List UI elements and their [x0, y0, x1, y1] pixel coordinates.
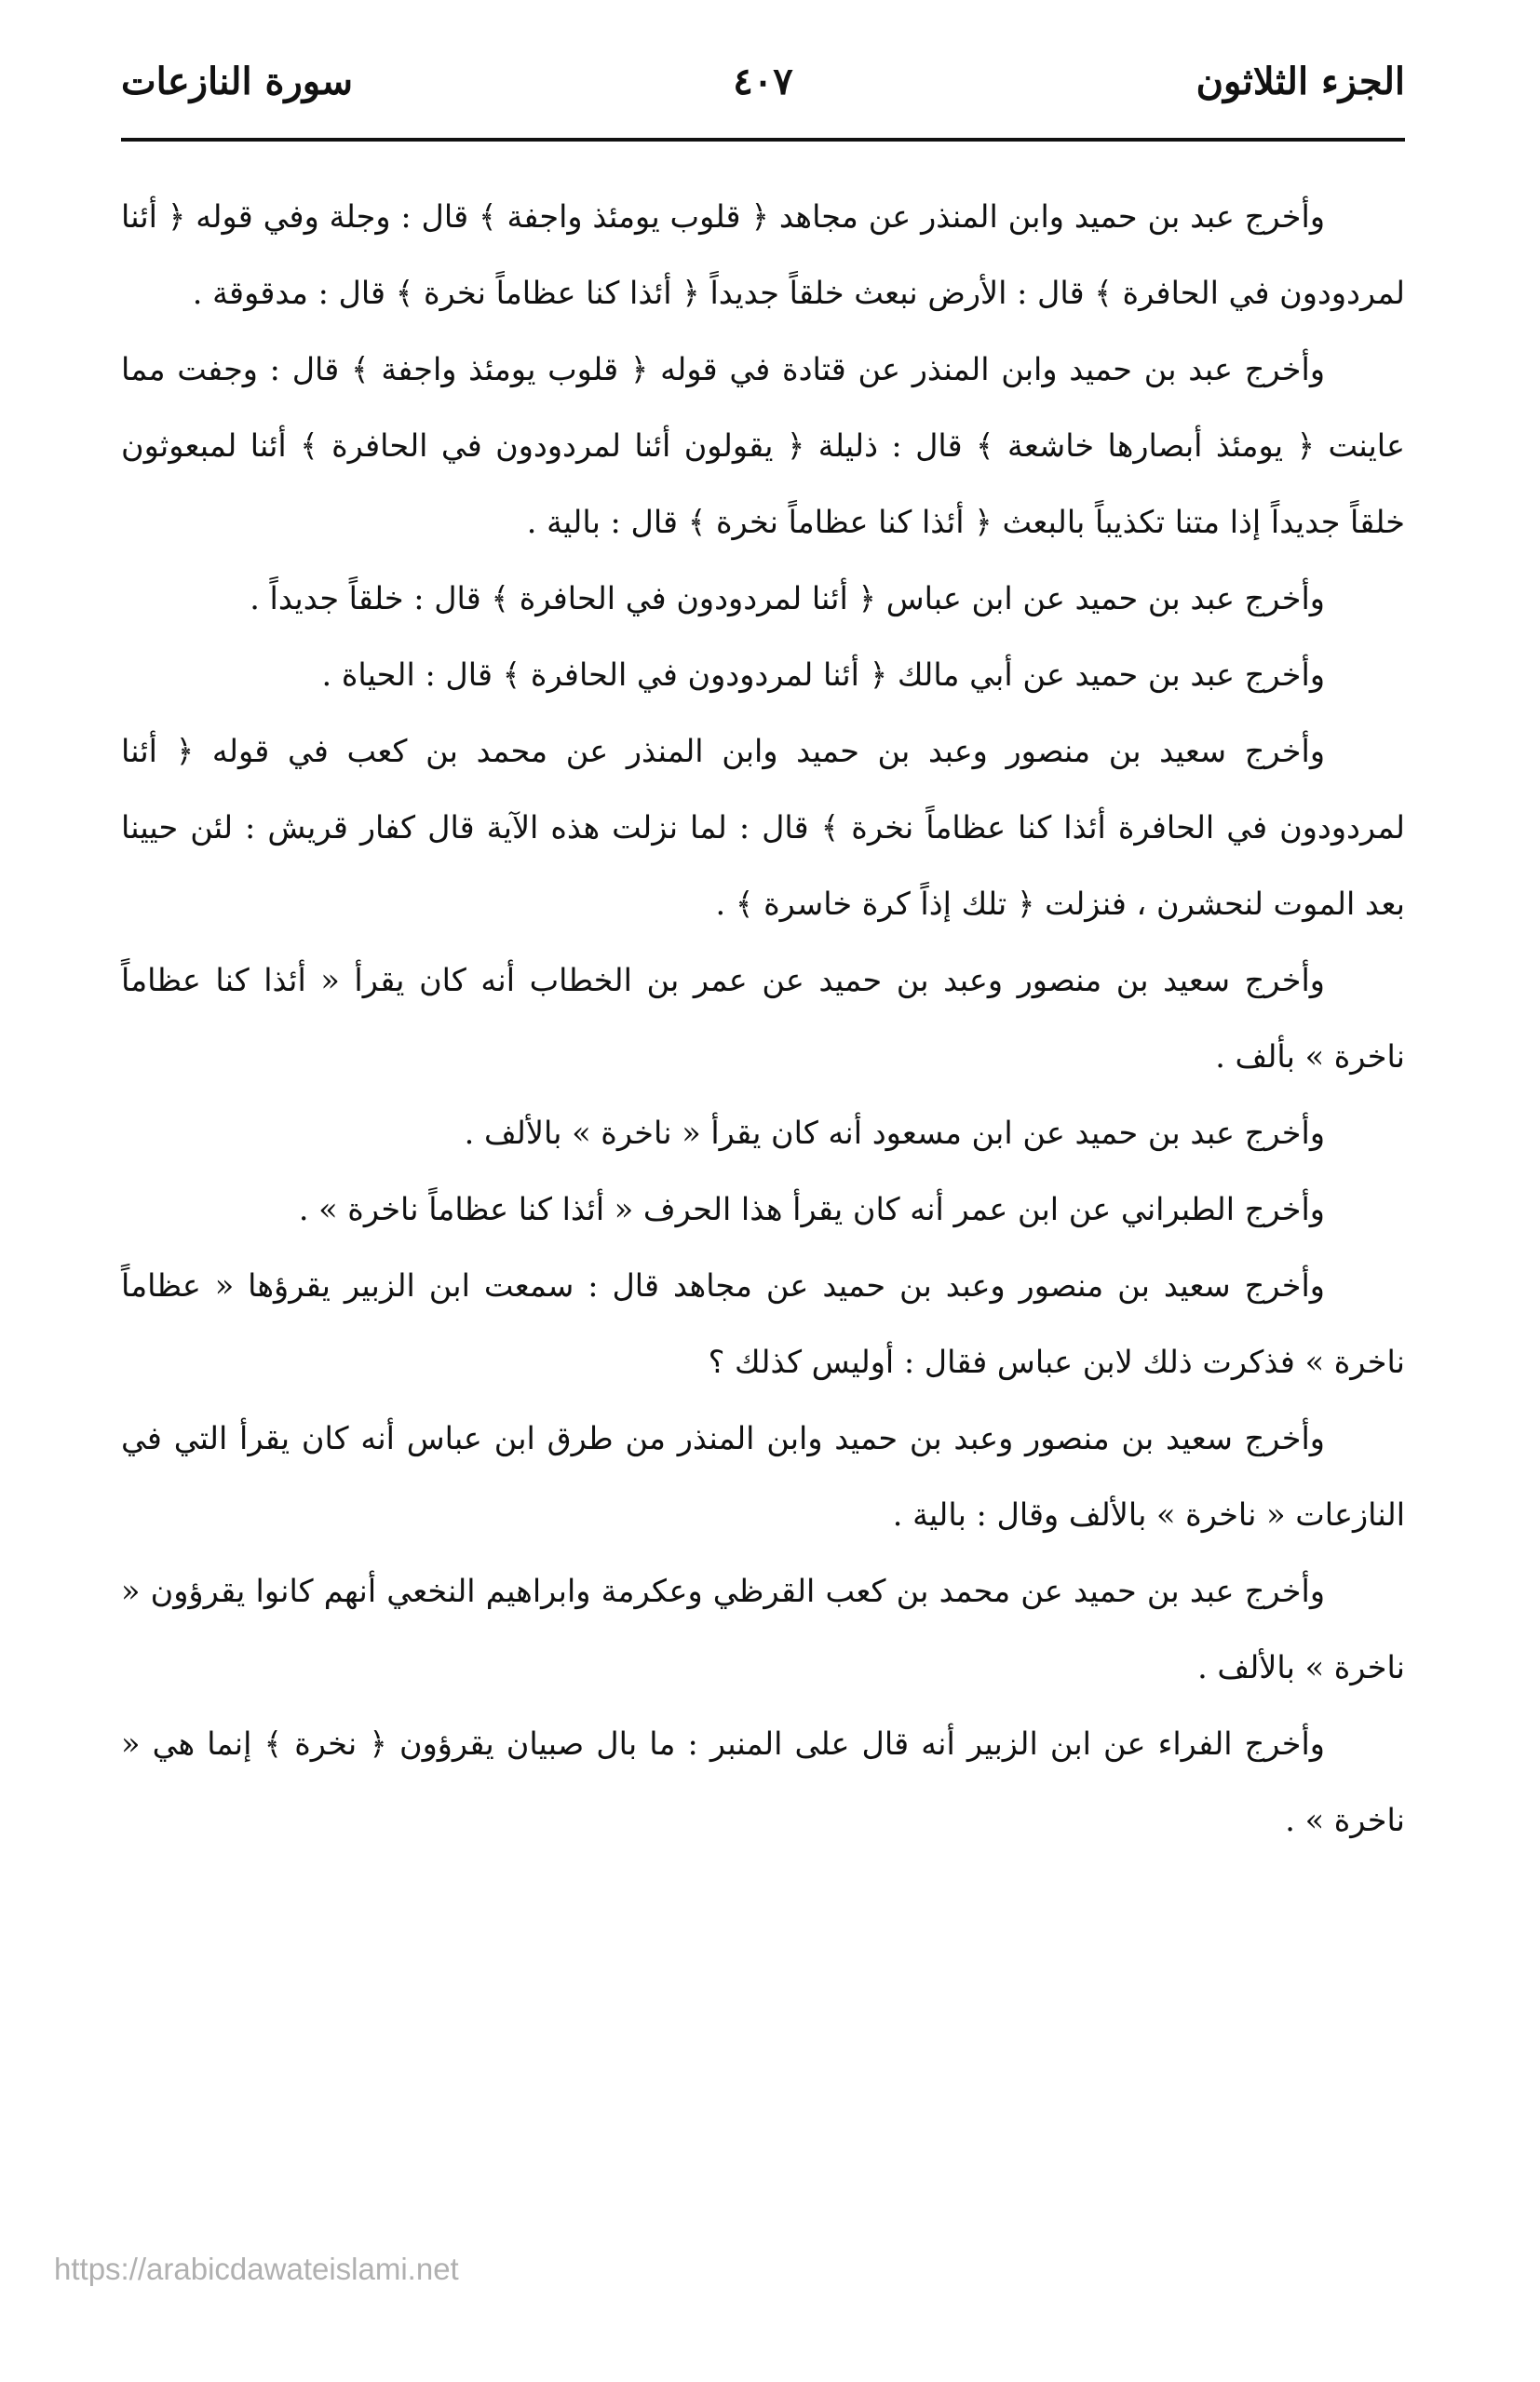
- paragraph: وأخرج سعيد بن منصور وعبد بن حميد وابن المنذر عن محمد بن كعب في قوله ﴿ أئنا لمردودون في الحافرة أئذا كنا عظاماً نخرة ﴾ قال : لما نزلت هذه الآية قال كفار قريش : لئن حيينا بعد الموت لنحشرن ، فنزلت ﴿ تلك إذاً كرة خاسرة ﴾ .: [121, 733, 1405, 922]
- paragraph: وأخرج عبد بن حميد عن أبي مالك ﴿ أئنا لمردودون في الحافرة ﴾ قال : الحياة .: [321, 656, 1325, 693]
- source-watermark: https://arabicdawateislami.net: [54, 2252, 459, 2286]
- paragraph: وأخرج عبد بن حميد وابن المنذر عن قتادة في قوله ﴿ قلوب يومئذ واجفة ﴾ قال : وجفت مما عاينت ﴿ يومئذ أبصارها خاشعة ﴾ قال : ذليلة ﴿ يقولون أئنا لمردودون في الحافرة ﴾ أئنا لمبعوثون خلقاً جديداً إذا متنا تكذيباً بالبعث ﴿ أئذا كنا عظاماً نخرة ﴾ قال : بالية .: [121, 351, 1405, 540]
- paragraph: وأخرج سعيد بن منصور وعبد بن حميد عن مجاهد قال : سمعت ابن الزبير يقرؤها « عظاماً ناخرة » فذكرت ذلك لابن عباس فقال : أوليس كذلك ؟: [121, 1267, 1405, 1380]
- paragraph: وأخرج الطبراني عن ابن عمر أنه كان يقرأ هذا الحرف « أئذا كنا عظاماً ناخرة » .: [298, 1191, 1325, 1227]
- page-number: ٤٠٧: [733, 60, 793, 103]
- running-head-surah: سورة النازعات: [121, 60, 353, 103]
- paragraph: وأخرج عبد بن حميد عن ابن عباس ﴿ أئنا لمردودون في الحافرة ﴾ قال : خلقاً جديداً .: [250, 580, 1325, 616]
- running-head-part: الجزء الثلاثون: [1196, 60, 1405, 103]
- paragraph: وأخرج عبد بن حميد عن ابن مسعود أنه كان يقرأ « ناخرة » بالألف .: [464, 1115, 1325, 1151]
- page-body: [121, 179, 1405, 2227]
- paragraph: وأخرج سعيد بن منصور وعبد بن حميد عن عمر بن الخطاب أنه كان يقرأ « أئذا كنا عظاماً ناخرة » بألف .: [121, 962, 1405, 1075]
- paragraph: وأخرج سعيد بن منصور وعبد بن حميد وابن المنذر من طرق ابن عباس أنه كان يقرأ التي في النازعات « ناخرة » بالألف وقال : بالية .: [121, 1420, 1405, 1533]
- paragraph: وأخرج عبد بن حميد وابن المنذر عن مجاهد ﴿ قلوب يومئذ واجفة ﴾ قال : وجلة وفي قوله ﴿ أئنا لمردودون في الحافرة ﴾ قال : الأرض نبعث خلقاً جديداً ﴿ أئذا كنا عظاماً نخرة ﴾ قال : مدقوقة .: [121, 198, 1405, 311]
- page-header: [121, 54, 1405, 142]
- paragraph: وأخرج الفراء عن ابن الزبير أنه قال على المنبر : ما بال صبيان يقرؤون ﴿ نخرة ﴾ إنما هي « ناخرة » .: [121, 1726, 1405, 1838]
- paragraph: وأخرج عبد بن حميد عن محمد بن كعب القرظي وعكرمة وابراهيم النخعي أنهم كانوا يقرؤون « ناخرة » بالألف .: [121, 1573, 1405, 1685]
